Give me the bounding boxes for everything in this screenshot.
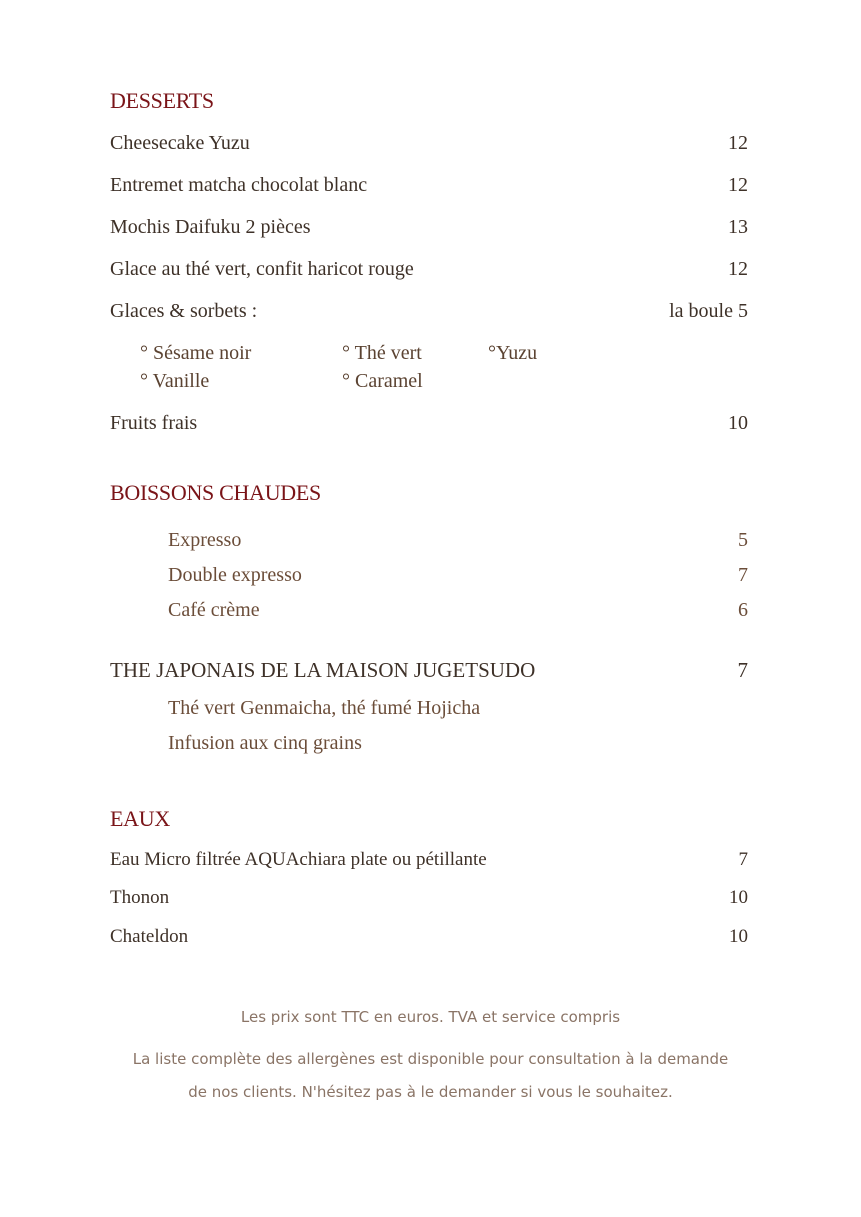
item-name: Mochis Daifuku 2 pièces [110, 216, 311, 238]
item-price: 13 [728, 216, 748, 238]
allergens-note-line2: de nos clients. N'hésitez pas à le demander si vous le souhaitez. [188, 1083, 673, 1101]
item-price: 10 [728, 412, 748, 434]
item-price: 7 [738, 564, 748, 586]
item-name: Chateldon [110, 926, 189, 947]
flavor-sesame: ° Sésame noir [140, 342, 252, 364]
item-price: 7 [738, 849, 748, 870]
item-name: Fruits frais [110, 412, 198, 434]
item-price: 6 [738, 599, 748, 621]
flavor-green-tea: ° Thé vert [342, 342, 422, 364]
flavor-yuzu: °Yuzu [488, 342, 538, 364]
item-name: Cheesecake Yuzu [110, 132, 250, 154]
menu-item [110, 411, 748, 435]
item-name: THE JAPONAIS DE LA MAISON JUGETSUDO [110, 658, 536, 682]
menu-item [110, 848, 748, 872]
tea-description: Thé vert Genmaicha, thé fumé Hojicha [168, 697, 481, 719]
menu-item [110, 299, 748, 323]
menu-item-japanese-tea [110, 658, 748, 682]
menu-item [168, 598, 748, 622]
menu-item [168, 563, 748, 587]
item-name: Glaces & sorbets : [110, 300, 258, 322]
menu-item [110, 886, 748, 910]
section-title-desserts: DESSERTS [110, 88, 214, 113]
section-title-hot-drinks: BOISSONS CHAUDES [110, 480, 321, 505]
item-price: la boule 5 [669, 300, 748, 322]
section-title-waters: EAUX [110, 806, 170, 831]
item-name: Double expresso [168, 564, 302, 586]
item-price: 5 [738, 529, 748, 551]
item-name: Thonon [110, 887, 170, 908]
prices-note: Les prix sont TTC en euros. TVA et service compris [240, 1008, 621, 1026]
item-name: Eau Micro filtrée AQUAchiara plate ou pétillante [110, 849, 487, 870]
item-price: 12 [728, 174, 748, 196]
flavor-caramel: ° Caramel [342, 370, 423, 392]
item-price: 12 [728, 258, 748, 280]
menu-item [110, 257, 748, 281]
flavor-vanilla: ° Vanille [140, 370, 210, 392]
item-name: Expresso [168, 529, 242, 551]
allergens-note-line1: La liste complète des allergènes est disponible pour consultation à la demande [132, 1050, 729, 1068]
item-price: 10 [729, 926, 748, 947]
menu-item [110, 131, 748, 155]
item-price: 10 [729, 887, 748, 908]
item-price: 12 [728, 132, 748, 154]
menu-item [168, 528, 748, 552]
item-name: Café crème [168, 599, 260, 621]
menu-item [110, 173, 748, 197]
item-name: Entremet matcha chocolat blanc [110, 174, 368, 196]
menu-item [110, 215, 748, 239]
item-name: Glace au thé vert, confit haricot rouge [110, 258, 414, 280]
item-price: 7 [737, 658, 748, 682]
tea-description: Infusion aux cinq grains [168, 732, 362, 754]
menu-page [110, 0, 748, 1217]
menu-item [110, 925, 748, 949]
